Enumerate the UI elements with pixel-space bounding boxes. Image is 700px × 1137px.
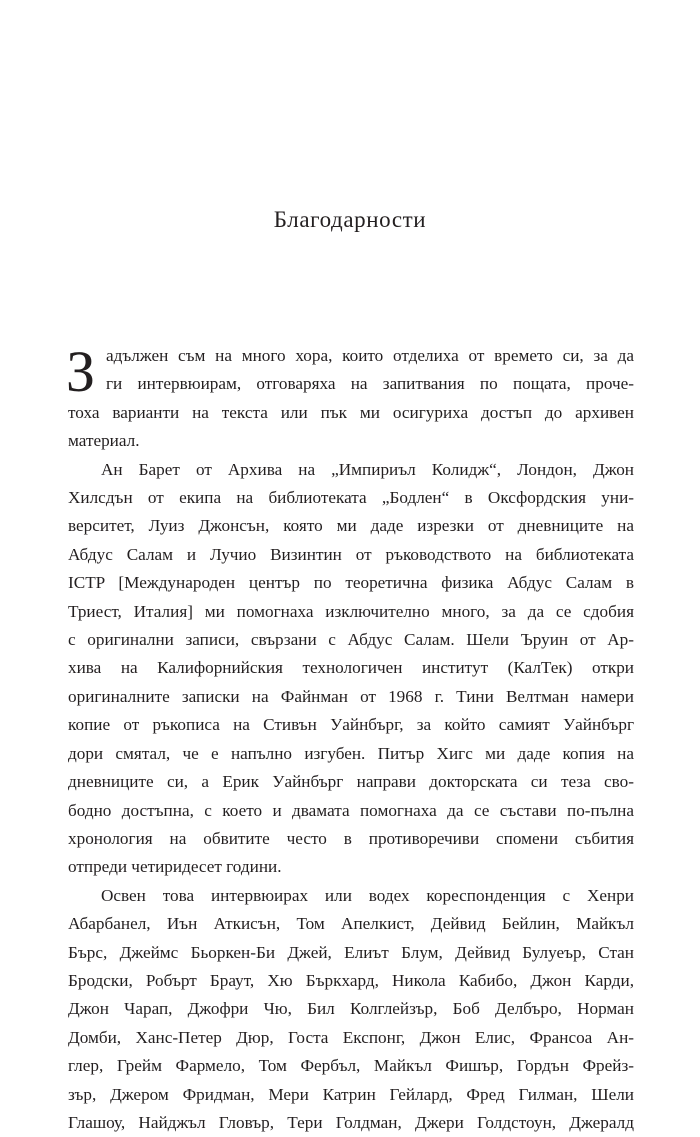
text-line: бодно достъпна, с което и двамата помогнаха да се състави по-пълна	[68, 800, 634, 820]
paragraph-archives	[68, 456, 634, 882]
text-line: Бърс, Джеймс Бьоркен-Би Джей, Елиът Блум, Дейвид Булуеър, Стан	[68, 942, 634, 962]
text-line: копие от ръкописа на Стивън Уайнбърг, за който самият Уайнбърг	[68, 715, 634, 735]
text-line: Ан Барет от Архива на „Импириъл Колидж“, Лондон, Джон	[101, 459, 634, 479]
text-line: глер, Грейм Фармело, Том Фербъл, Майкъл Фишър, Гордън Фрейз-	[68, 1056, 634, 1076]
text-line: оригиналните записки на Файнман от 1968 г. Тини Велтман намери	[68, 686, 634, 706]
text-line: Глашоу, Найджъл Гловър, Тери Голдман, Джери Голдстоун, Джералд	[68, 1112, 634, 1132]
paragraph-intro	[66, 339, 634, 456]
text-line: Абарбанел, Иън Аткисън, Том Апелкист, Дейвид Бейлин, Майкъл	[68, 914, 634, 934]
text-line: материал.	[68, 431, 140, 451]
paragraph-interviews	[68, 882, 634, 1137]
text-line: дори смятал, че е напълно изгубен. Питър Хигс ми даде копия на	[68, 743, 634, 763]
drop-cap: З	[66, 339, 96, 404]
text-line: Бродски, Робърт Браут, Хю Бъркхард, Никола Кабибо, Джон Карди,	[68, 970, 634, 990]
text-line: тоха варианти на текста или пък ми осигуриха достъп до архивен	[68, 402, 634, 422]
text-line: ги интервюирам, отговаряха на запитвания по пощата, проче-	[106, 374, 634, 394]
text-line: Освен това интервюирах или водех кореспонденция с Хенри	[101, 885, 634, 905]
body-text	[66, 339, 634, 1137]
text-line: адължен съм на много хора, които отделиха от времето си, за да	[106, 346, 634, 365]
text-line: хива на Калифорнийския технологичен институт (КалТек) откри	[68, 658, 634, 678]
text-line: хронология на обвитите често в противоречиви спомени събития	[68, 828, 634, 848]
text-line: с оригинални записи, свързани с Абдус Салам. Шели Ъруин от Ар-	[68, 630, 634, 650]
text-line: Триест, Италия] ми помогнаха изключително много, за да се сдобия	[68, 601, 634, 621]
text-line: ICTP [Международен център по теоретична физика Абдус Салам в	[68, 573, 634, 593]
text-line: дневниците си, а Ерик Уайнбърг направи докторската си теза сво-	[68, 772, 634, 792]
text-line: верситет, Луиз Джонсън, която ми даде изрезки от дневниците на	[68, 516, 634, 536]
text-line: зър, Джером Фридман, Мери Катрин Гейлард, Фред Гилман, Шели	[68, 1084, 634, 1104]
text-line: Хилсдън от екипа на библиотеката „Бодлен“ в Оксфордския уни-	[68, 488, 634, 508]
chapter-title: Благодарности	[273, 207, 427, 232]
text-line: Абдус Салам и Лучио Визинтин от ръководството на библиотеката	[68, 544, 634, 564]
text-line: отпреди четиридесет години.	[68, 857, 282, 877]
text-line: Джон Чарап, Джофри Чю, Бил Колглейзър, Боб Делбъро, Норман	[68, 999, 634, 1019]
text-line: Домби, Ханс-Петер Дюр, Госта Експонг, Джон Елис, Франсоа Ан-	[68, 1027, 634, 1047]
